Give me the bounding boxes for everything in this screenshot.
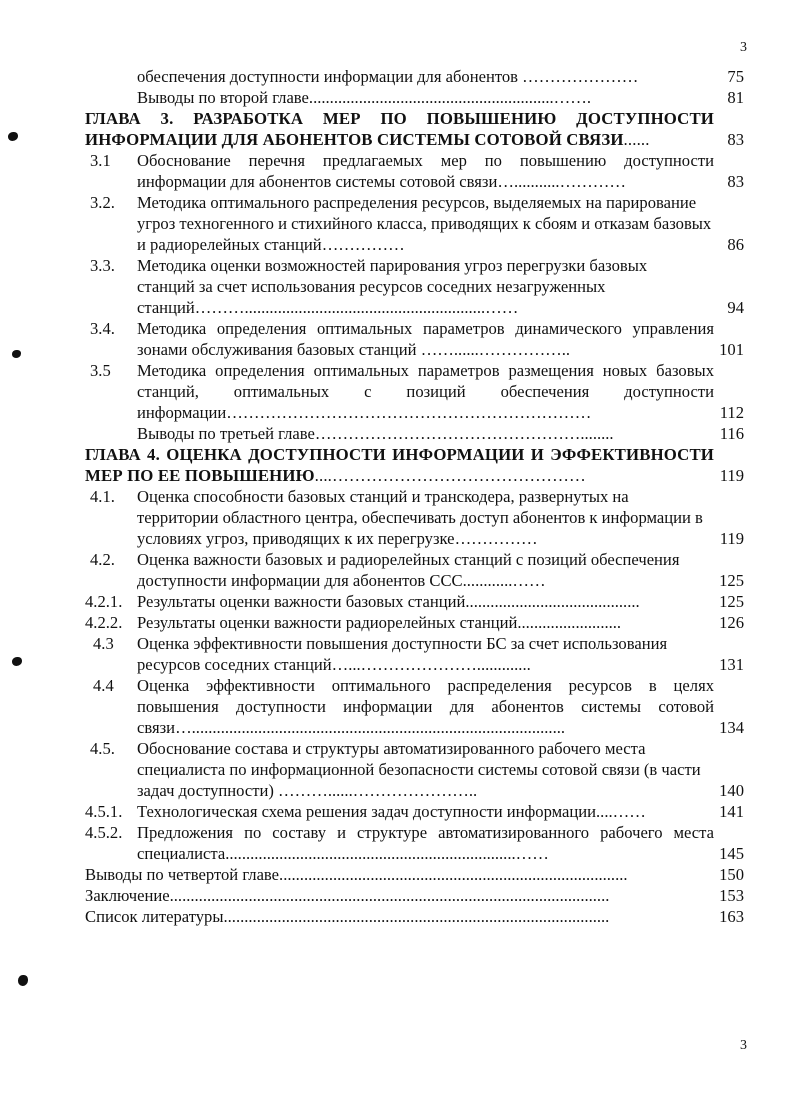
toc-entry-number: 3.1 [90,151,111,170]
toc-entry-page: 163 [719,907,744,926]
toc-entry-title: Результаты оценки важности радиорелейных станций......................... [137,613,622,632]
toc-entry-number: 4.2.1. [85,592,123,611]
toc-entry [0,801,795,822]
toc-entry-page: 86 [727,235,744,254]
toc-entry-page: 141 [719,802,744,821]
toc-entry-title: обеспечения доступности информации для абонентов ………………… [137,67,639,86]
toc-entry-title: Список литературы............................................................................................. [85,907,610,926]
toc-entry-page: 125 [719,592,744,611]
toc-entry-page: 153 [719,886,744,905]
toc-chapter-title: ГЛАВА 4. ОЦЕНКА ДОСТУПНОСТИ ИНФОРМАЦИИ И ЭФФЕКТИВНОСТИ МЕР ПО ЕЕ ПОВЫШЕНИЮ....……………………………………… [85,445,714,485]
toc-entry [0,738,795,801]
table-of-contents [0,66,795,927]
toc-entry-number: 3.4. [90,319,115,338]
toc-entry-page: 125 [719,571,744,590]
toc-entry [0,885,795,906]
toc-entry-title: Обоснование перечня предлагаемых мер по повышению доступности информации для абонентов системы сотовой связи…...........………… [137,151,714,191]
toc-entry-title: Методика оценки возможностей парирования угроз перегрузки базовых станций за счет использования ресурсов соседних незагруженных станций………..........................................................…… [137,256,648,317]
toc-entry-page: 116 [719,424,744,443]
toc-entry [0,633,795,675]
toc-entry-title: Обоснование состава и структуры автоматизированного рабочего места специалиста по информационной безопасности системы сотовой связи (в части задач доступности) ………......………………….. [137,739,701,800]
toc-entry-title: Результаты оценки важности базовых станций.......................................... [137,592,640,611]
toc-entry-title: Выводы по четвертой главе.................................................................................... [85,865,628,884]
toc-entry [0,150,795,192]
toc-entry [0,423,795,444]
toc-entry-page: 145 [719,844,744,863]
toc-entry-number: 3.5 [90,361,111,380]
toc-entry-page: 134 [719,718,744,737]
toc-entry [0,486,795,549]
toc-entry-title: Выводы по второй главе...........................................................……. [137,88,592,107]
toc-entry [0,66,795,87]
toc-entry-number: 4.5. [90,739,115,758]
toc-entry [0,822,795,864]
toc-entry-title: Оценка эффективности повышения доступности БС за счет использования ресурсов соседних станций…...…………………............. [137,634,668,674]
toc-entry-title: Методика определения оптимальных параметров размещения новых базовых станций, оптимальных с позиций обеспечения доступности информации………………………………………………………… [137,361,714,422]
toc-entry-title: Предложения по составу и структуре автоматизированного рабочего места специалиста......................................................................…… [137,823,714,863]
scan-speck [18,975,28,986]
toc-entry [0,255,795,318]
toc-entry-title: Заключение.......................................................................................................... [85,886,610,905]
toc-entry-number: 4.5.1. [85,802,123,821]
toc-entry-page: 101 [719,340,744,359]
toc-entry-page: 150 [719,865,744,884]
toc-entry-number: 4.2. [90,550,115,569]
toc-entry-number: 3.2. [90,193,115,212]
toc-entry [0,192,795,255]
toc-entry-number: 4.4 [93,676,114,695]
page-number-bottom: 3 [740,1038,747,1053]
toc-entry-page: 131 [719,655,744,674]
toc-entry-page: 126 [719,613,744,632]
toc-entry-title: Технологическая схема решения задач доступности информации....…… [137,802,646,821]
toc-entry-title: Оценка важности базовых и радиорелейных станций с позиций обеспечения доступности информации для абонентов ССС............…… [137,550,680,590]
toc-chapter [0,108,795,150]
toc-entry-page: 140 [719,781,744,800]
toc-entry-number: 4.1. [90,487,115,506]
toc-entry [0,360,795,423]
toc-entry-number: 4.3 [93,634,114,653]
toc-entry-title: Выводы по третьей главе…………………………………………........ [137,424,614,443]
toc-entry-title: Оценка эффективности оптимального распределения ресурсов в целях повышения доступности информации для абонентов системы сотовой связи….......................................................................................... [137,676,714,737]
toc-entry [0,864,795,885]
toc-chapter-title: ГЛАВА 3. РАЗРАБОТКА МЕР ПО ПОВЫШЕНИЮ ДОСТУПНОСТИ ИНФОРМАЦИИ ДЛЯ АБОНЕНТОВ СИСТЕМЫ СОТОВОЙ СВЯЗИ...... [85,109,714,149]
toc-entry [0,549,795,591]
toc-entry-number: 4.5.2. [85,823,123,842]
toc-entry [0,612,795,633]
toc-entry-page: 75 [727,67,744,86]
toc-entry-page: 119 [719,466,744,485]
toc-entry [0,318,795,360]
toc-entry [0,675,795,738]
toc-entry-title: Методика определения оптимальных параметров динамического управления зонами обслуживания базовых станций ……......…………….. [137,319,714,359]
toc-entry-title: Оценка способности базовых станций и транскодера, развернутых на территории областного центра, обеспечивать доступ абонентов к информации в условиях угроз, приводящих к их перегрузке…………… [137,487,703,548]
toc-chapter [0,444,795,486]
toc-entry-number: 4.2.2. [85,613,123,632]
toc-entry-page: 119 [719,529,744,548]
toc-entry-page: 94 [727,298,744,317]
page-number-top: 3 [740,40,747,55]
toc-entry [0,87,795,108]
toc-entry-page: 112 [719,403,744,422]
toc-entry [0,591,795,612]
toc-entry-page: 83 [727,130,744,149]
toc-entry-page: 83 [727,172,744,191]
toc-entry-number: 3.3. [90,256,115,275]
toc-entry [0,906,795,927]
toc-entry-title: Методика оптимального распределения ресурсов, выделяемых на парирование угроз техногенного и стихийного класса, приводящих к сбоям и отказам базовых и радиорелейных станций…………… [137,193,712,254]
toc-entry-page: 81 [727,88,744,107]
